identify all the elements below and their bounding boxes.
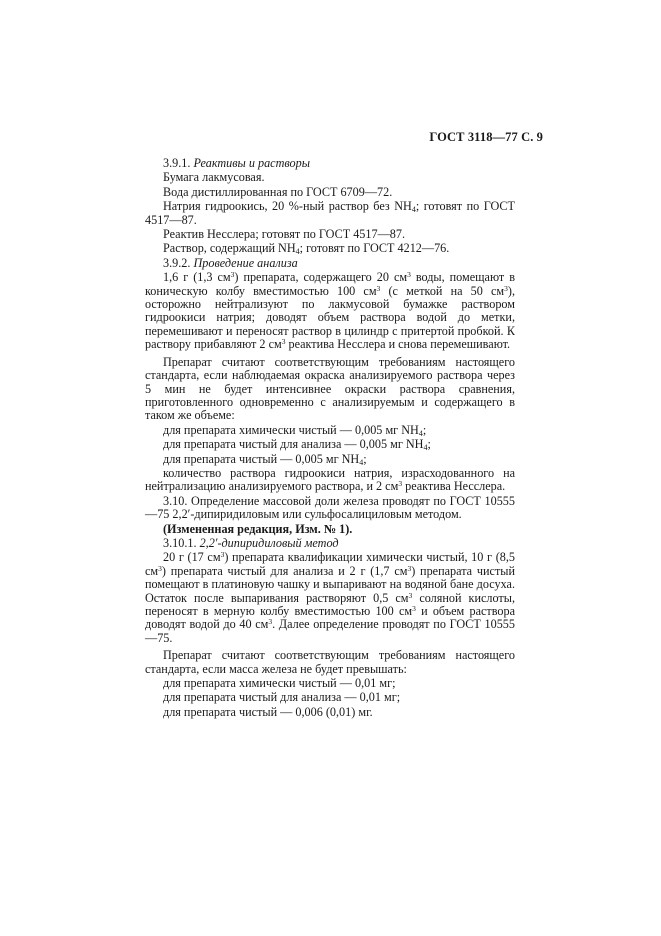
section-number: 3.9.2. xyxy=(163,255,191,270)
section-3-9-1-heading xyxy=(145,157,515,170)
section-title: 2,2′-дипиридиловый метод xyxy=(199,535,339,550)
fe-limit-item: для препарата химически чистый — 0,01 мг; xyxy=(163,676,396,691)
nh4-limit-item: для препарата чистый — 0,005 мг $NH_4$; xyxy=(163,451,367,467)
section-title: Реактивы и растворы xyxy=(193,156,310,170)
compliance-paragraph-2: Препарат считают соответствующим требованиям настоящего стандарта, если масса железа не будет превышать: xyxy=(145,648,515,676)
nh4-limit-item: для препарата чистый для анализа — 0,005 мг $NH_4$; xyxy=(163,437,431,453)
page-header: ГОСТ 3118—77 С. 9 xyxy=(429,130,543,144)
reagent-naoh: Натрия гидроокись, 20 %-ный раствор без $NH_4$; готовят по ГОСТ 4517—87. xyxy=(145,199,515,227)
fe-limit-item: для препарата чистый для анализа — 0,01 мг; xyxy=(163,690,401,705)
reagent-nh4-solution: Раствор, содержащий $NH_4$; готовят по ГОСТ 4212—76. xyxy=(163,241,450,257)
section-3-10-paragraph: 3.10. Определение массовой доли железа проводят по ГОСТ 10555—75 2,2′-дипиридиловым или сульфосалициловым методом. xyxy=(145,493,515,522)
dipyridyl-method-paragraph: 20 г (17 $см^3$) препарата квалификации химически чистый, 10 г (8,5 $см^3$) препарата чистый для анализа и 2 г (1,7 $см^3$) препарата чистый помещают в платиновую чашку и выпаривают на водяной бане досуха. Остаток после выпаривания растворяют 0,5 $см^3$ соляной кислоты, переносят в мерную колбу вместимостью 100 $см^3$ и объем раствора доводят водой до 40 $см^3$. Далее определение проводят по ГОСТ 10555—75. xyxy=(145,550,515,645)
section-3-10-1-heading xyxy=(145,537,515,550)
section-number: 3.10.1. xyxy=(163,535,197,550)
section-title: Проведение анализа xyxy=(193,255,298,270)
section-3-9-2-heading xyxy=(145,257,515,270)
reagent-line: Бумага лакмусовая. xyxy=(163,170,265,185)
document-body xyxy=(145,157,515,720)
compliance-paragraph-1: Препарат считают соответствующим требованиям настоящего стандарта, если наблюдаемая окраска анализируемого раствора через 5 мин не будет интенсивнее окраски раствора сравнения, приготовленного одновременно с анализируемым и содержащего в таком же объеме: xyxy=(145,354,515,423)
naoh-quantity-paragraph: количество раствора гидроокиси натрия, израсходованного на нейтрализацию анализируемого раствора, и 2 $см^3$ реактива Несслера. xyxy=(145,465,515,494)
amendment-note: (Измененная редакция, Изм. № 1). xyxy=(163,521,353,536)
fe-limit-item: для препарата чистый — 0,006 (0,01) мг. xyxy=(163,704,373,719)
reagent-nessler: Реактив Несслера; готовят по ГОСТ 4517—87. xyxy=(163,227,405,242)
nh4-limit-item: для препарата химически чистый — 0,005 мг $NH_4$; xyxy=(163,422,427,438)
section-number: 3.9.1. xyxy=(163,156,191,170)
reagent-line: Вода дистиллированная по ГОСТ 6709—72. xyxy=(163,184,393,199)
analysis-procedure-paragraph: 1,6 г (1,3 $см^3$) препарата, содержащего 20 $см^3$ воды, помещают в коническую колбу вместимостью 100 $см^3$ (с меткой на 50 $см^3$), осторожно нейтрализуют по лакмусовой бумажке раствором гидроокиси натрия; доводят объем раствора водой до метки, перемешивают и переносят раствор в цилиндр с притертой пробкой. К раствору прибавляют 2 $см^3$ реактива Несслера и снова перемешивают. xyxy=(145,270,515,352)
